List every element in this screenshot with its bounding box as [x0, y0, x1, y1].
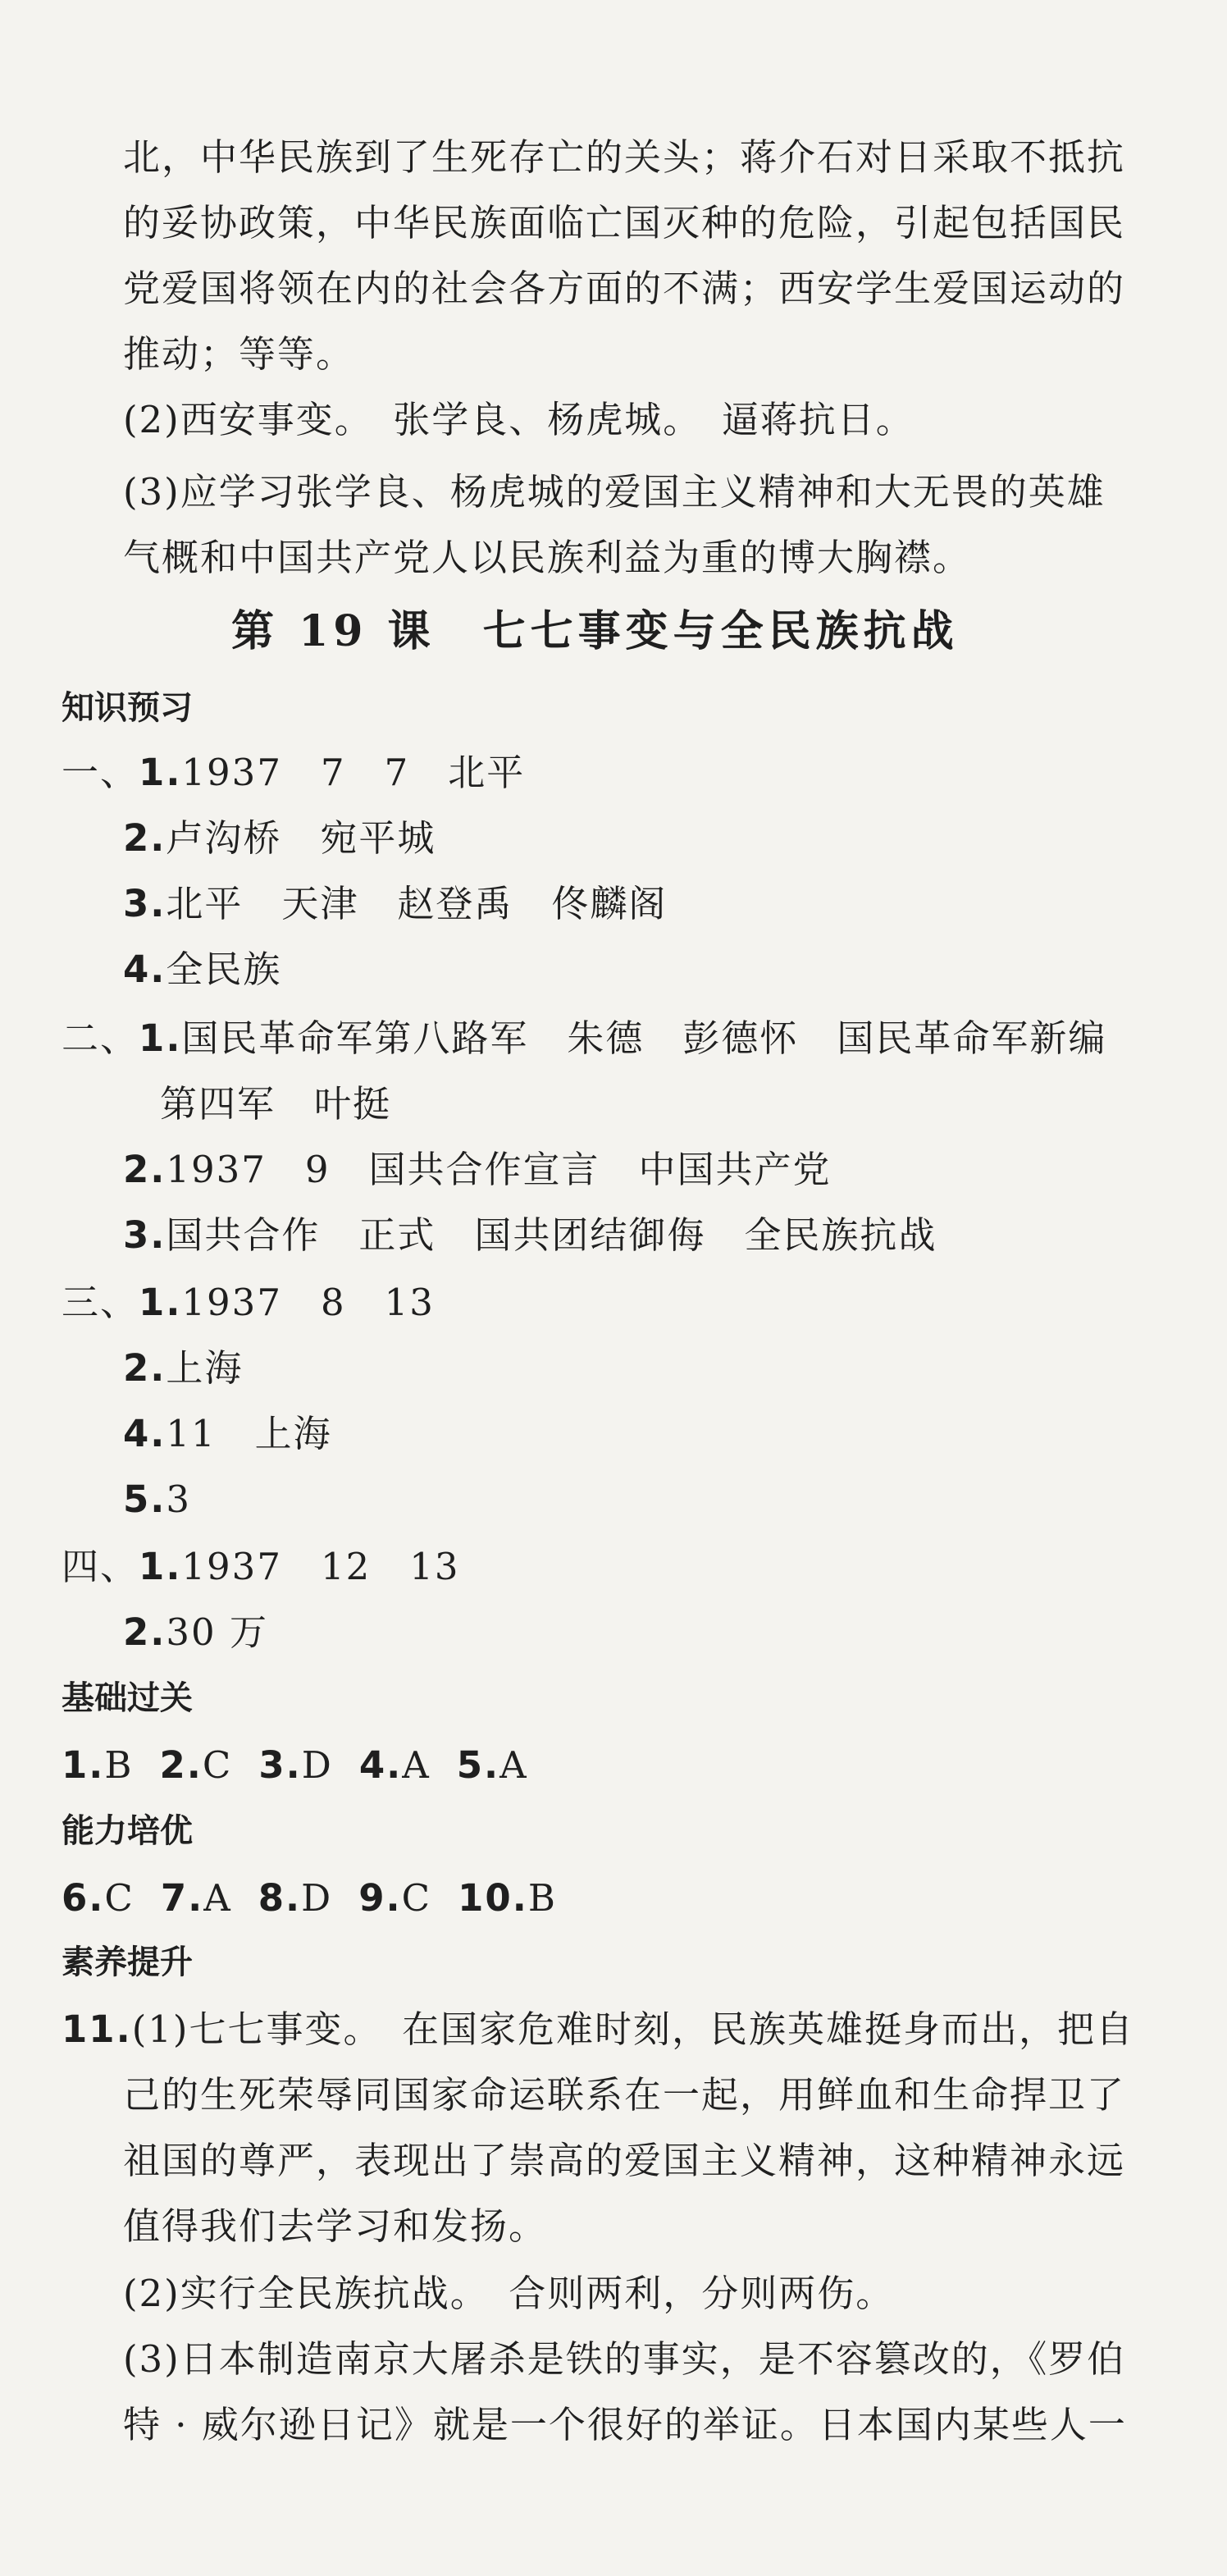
answer-number: 6.: [62, 1876, 105, 1920]
text-line: 值得我们去学习和发扬。: [123, 2204, 548, 2248]
answer-number: 10.: [458, 1876, 528, 1920]
answer-choice: A: [203, 1876, 232, 1920]
preview-item: [123, 814, 436, 863]
answer-number: 2.: [159, 1743, 203, 1787]
preview-item: [123, 1608, 268, 1657]
answer-choice: A: [499, 1743, 528, 1787]
section-heading-literacy: 素养提升: [62, 1943, 193, 1981]
preview-item: [123, 1475, 191, 1524]
item-text: 3: [166, 1478, 192, 1521]
preview-item: [123, 879, 667, 929]
text-line: 的妥协政策，中华民族面临亡国灭种的危险，引起包括国民: [123, 201, 1126, 244]
answer-number: 5.: [456, 1743, 500, 1787]
item-number: 1.: [139, 1545, 182, 1588]
item-text: 第四军 叶挺: [160, 1082, 392, 1126]
answer-row-basic: [62, 1741, 528, 1790]
text-line: 北，中华民族到了生死存亡的关头；蒋介石对日采取不抵抗: [123, 135, 1126, 179]
answer-q11: [62, 2005, 1134, 2054]
answer-q3: (3)应学习张学良、杨虎城的爱国主义精神和大无畏的英雄: [123, 470, 1106, 514]
item-number: 1.: [139, 1016, 182, 1060]
group-label: 一、: [62, 751, 139, 794]
answer-q11-3: (3)日本制造南京大屠杀是铁的事实，是不容篡改的，《罗伯: [123, 2337, 1126, 2381]
preview-item: [123, 1211, 937, 1260]
answer-choice: A: [402, 1743, 431, 1787]
item-number: 3.: [123, 882, 166, 925]
answer-choice: D: [301, 1876, 333, 1920]
answer-q2: (2)西安事变。 张学良、杨虎城。 逼蒋抗日。: [123, 398, 915, 441]
item-text: 北平 天津 赵登禹 佟麟阁: [166, 882, 668, 925]
item-number: 2.: [123, 816, 166, 860]
item-number: 3.: [123, 1213, 166, 1257]
section-heading-basic: 基础过关: [62, 1679, 193, 1717]
preview-item-continued: [160, 1080, 391, 1129]
item-number: 1.: [139, 1281, 182, 1324]
item-text: 国民革命军第八路军 朱德 彭德怀 国民革命军新编: [181, 1016, 1107, 1060]
item-number: 1.: [139, 751, 182, 794]
group-label: 二、: [62, 1016, 139, 1060]
item-text: 30 万: [166, 1610, 268, 1654]
item-text: 全民族: [166, 948, 282, 991]
answer-number: 3.: [258, 1743, 302, 1787]
answer-text: (1)七七事变。 在国家危难时刻，民族英雄挺身而出，把自: [131, 2007, 1134, 2051]
item-number: 4.: [123, 948, 166, 991]
preview-item: [123, 1409, 332, 1459]
item-number: 4.: [123, 1412, 166, 1455]
item-text: 1937 8 13: [181, 1281, 435, 1324]
item-text: 上海: [166, 1346, 244, 1390]
preview-item: [123, 1344, 243, 1393]
item-text: 1937 9 国共合作宣言 中国共产党: [166, 1148, 832, 1191]
answer-number: 1.: [62, 1743, 105, 1787]
answer-choice: B: [527, 1876, 557, 1920]
item-number: 2.: [123, 1346, 166, 1390]
answer-choice: C: [104, 1876, 135, 1920]
answer-choice: C: [202, 1743, 233, 1787]
answer-row-ability: [62, 1874, 557, 1923]
text-line: 祖国的尊严，表现出了崇高的爱国主义精神，这种精神永远: [123, 2139, 1126, 2182]
item-text: 11 上海: [166, 1412, 332, 1455]
section-heading-ability: 能力培优: [62, 1812, 193, 1850]
text-line: 气概和中国共产党人以民族利益为重的博大胸襟。: [123, 536, 972, 579]
item-text: 1937 7 7 北平: [181, 751, 526, 794]
question-number: 11.: [62, 2007, 132, 2051]
preview-item: [62, 748, 525, 797]
preview-item: [123, 1145, 832, 1194]
item-text: 卢沟桥 宛平城: [166, 816, 436, 860]
text-line: 特 · 威尔逊日记》就是一个很好的举证。日本国内某些人一: [123, 2403, 1127, 2446]
answer-q11-2: (2)实行全民族抗战。 合则两利，分则两伤。: [123, 2272, 895, 2315]
text-line: 推动；等等。: [123, 332, 355, 376]
section-heading-preview: 知识预习: [62, 689, 193, 727]
preview-item: [123, 945, 281, 994]
group-label: 四、: [62, 1545, 139, 1588]
text-line: 党爱国将领在内的社会各方面的不满；西安学生爱国运动的: [123, 267, 1126, 310]
answer-number: 7.: [160, 1876, 204, 1920]
item-text: 1937 12 13: [181, 1545, 460, 1588]
answer-number: 4.: [358, 1743, 403, 1787]
preview-item: [62, 1542, 459, 1592]
preview-item: [62, 1014, 1106, 1063]
answer-number: 8.: [258, 1876, 302, 1920]
item-number: 2.: [123, 1610, 166, 1654]
text-line: 己的生死荣辱同国家命运联系在一起，用鲜血和生命捍卫了: [123, 2073, 1126, 2117]
answer-number: 9.: [358, 1876, 402, 1920]
answer-choice: B: [104, 1743, 134, 1787]
answer-choice: C: [401, 1876, 432, 1920]
lesson-title: 第 19 课 七七事变与全民族抗战: [231, 606, 959, 656]
item-number: 5.: [123, 1478, 166, 1521]
group-label: 三、: [62, 1281, 139, 1324]
preview-item: [62, 1278, 435, 1327]
item-text: 国共合作 正式 国共团结御侮 全民族抗战: [166, 1213, 937, 1257]
item-number: 2.: [123, 1148, 166, 1191]
answer-choice: D: [301, 1743, 333, 1787]
